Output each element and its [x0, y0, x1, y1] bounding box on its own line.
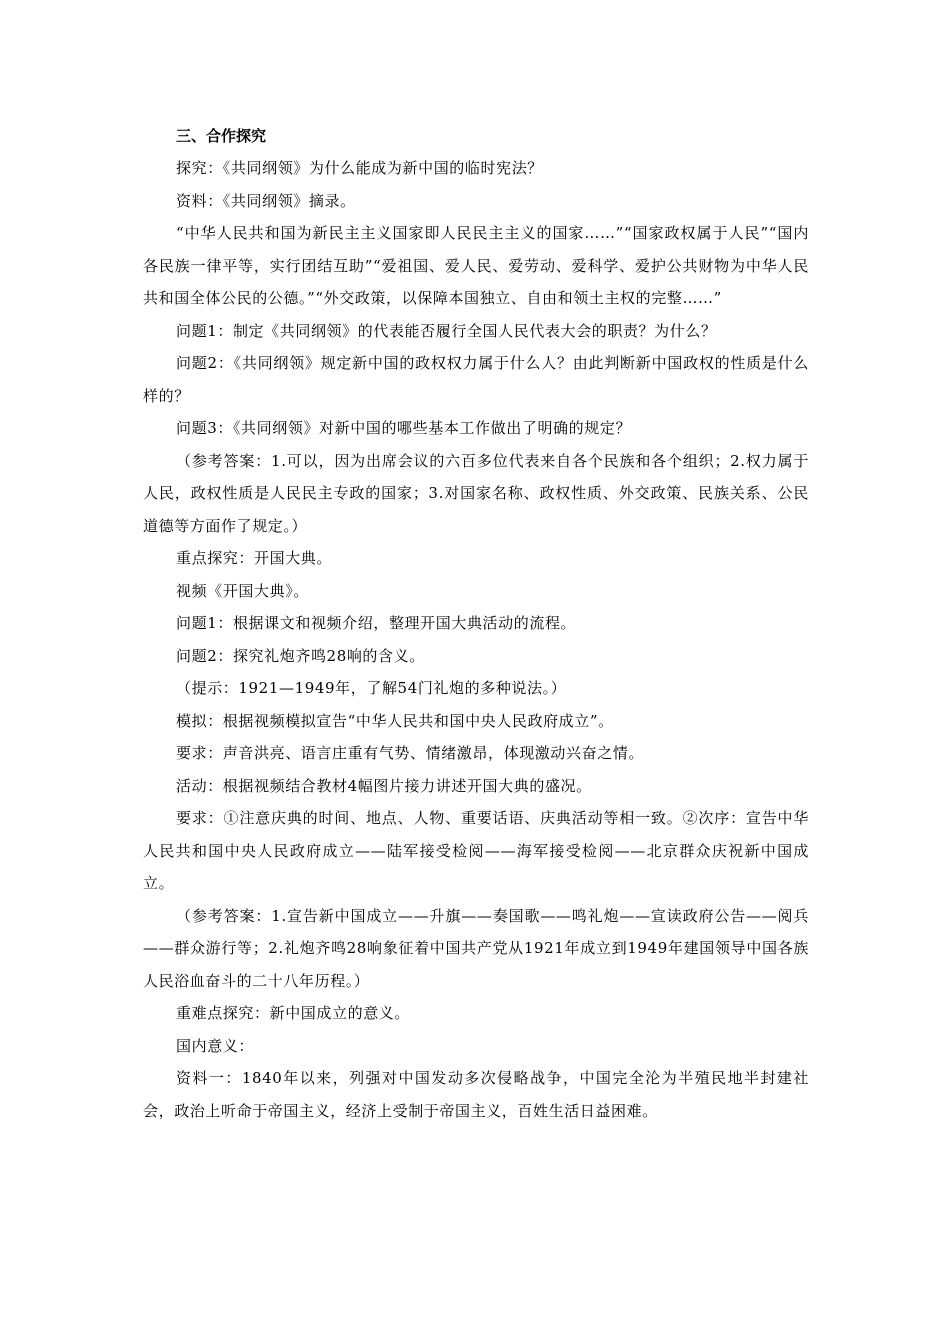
section-heading: 三、合作探究 — [176, 127, 267, 145]
paragraph-simulation: 模拟：根据视频模拟宣告“中华人民共和国中央人民政府成立”。 — [176, 711, 614, 730]
paragraph-simulation-requirement: 要求：声音洪亮、语言庄重有气势、情绪激昂，体现激动兴奋之情。 — [176, 744, 645, 762]
paragraph-ceremony-question-2: 问题2：探究礼炮齐鸣28响的含义。 — [176, 646, 425, 665]
paragraph-question-2: 问题2：《共同纲领》规定新中国的政权权力属于什么人？由此判断新中国政权的性质是什么样的？ — [143, 354, 809, 405]
paragraph-activity: 活动：根据视频结合教材4幅图片接力讲述开国大典的盛况。 — [176, 776, 592, 795]
paragraph-program-excerpt: “中华人民共和国为新民主主义国家即人民民主主义的国家……”“国家政权属于人民”“国内各民族一律平等，实行团结互助”“爱祖国、爱人民、爱劳动、爱科学、爱护公共财物为中华人民共和国全体公民的公德。”“外交政策，以保障本国独立、自由和领土主权的完整……” — [143, 224, 809, 307]
paragraph-key-inquiry: 重点探究：开国大典。 — [176, 549, 333, 567]
paragraph-material-one: 资料一：1840年以来，列强对中国发动多次侵略战争，中国完全沦为半殖民地半封建社会，政治上听命于帝国主义，经济上受制于帝国主义，百姓生活日益困难。 — [143, 1069, 809, 1120]
paragraph-reference-answer-2: （参考答案：1.宣告新中国成立——升旗——奏国歌——鸣礼炮——宣读政府公告——阅兵——群众游行等；2.礼炮齐鸣28响象征着中国共产党从1921年成立到1949年建国领导中国各族人民浴血奋斗的二十八年历程。） — [143, 906, 809, 990]
paragraph-video: 视频《开国大典》。 — [176, 581, 309, 600]
paragraph-reference-answer-1: （参考答案：1.可以，因为出席会议的六百多位代表来自各个民族和各个组织；2.权力属于人民，政权性质是人民民主专政的国家；3.对国家名称、政权性质、外交政策、民族关系、公民道德等方面作了规定。） — [143, 451, 809, 535]
paragraph-activity-requirement: 要求：①注意庆典的时间、地点、人物、重要话语、庆典活动等相一致。②次序：宣告中华人民共和国中央人民政府成立——陆军接受检阅——海军接受检阅——北京群众庆祝新中国成立。 — [143, 809, 809, 892]
paragraph-domestic-significance: 国内意义： — [176, 1036, 255, 1055]
paragraph-difficult-inquiry: 重难点探究：新中国成立的意义。 — [176, 1004, 411, 1022]
paragraph-question-1: 问题1：制定《共同纲领》的代表能否履行全国人民代表大会的职责？为什么？ — [176, 321, 717, 340]
paragraph-hint: （提示：1921—1949年，了解54门礼炮的多种说法。） — [176, 679, 567, 697]
document-body — [143, 120, 809, 1127]
paragraph-question-3: 问题3：《共同纲领》对新中国的哪些基本工作做出了明确的规定？ — [176, 419, 632, 437]
paragraph-inquiry-question: 探究：《共同纲领》为什么能成为新中国的临时宪法？ — [176, 159, 543, 177]
paragraph-material-intro: 资料：《共同纲领》摘录。 — [176, 191, 356, 210]
paragraph-ceremony-question-1: 问题1：根据课文和视频介绍，整理开国大典活动的流程。 — [176, 614, 577, 632]
